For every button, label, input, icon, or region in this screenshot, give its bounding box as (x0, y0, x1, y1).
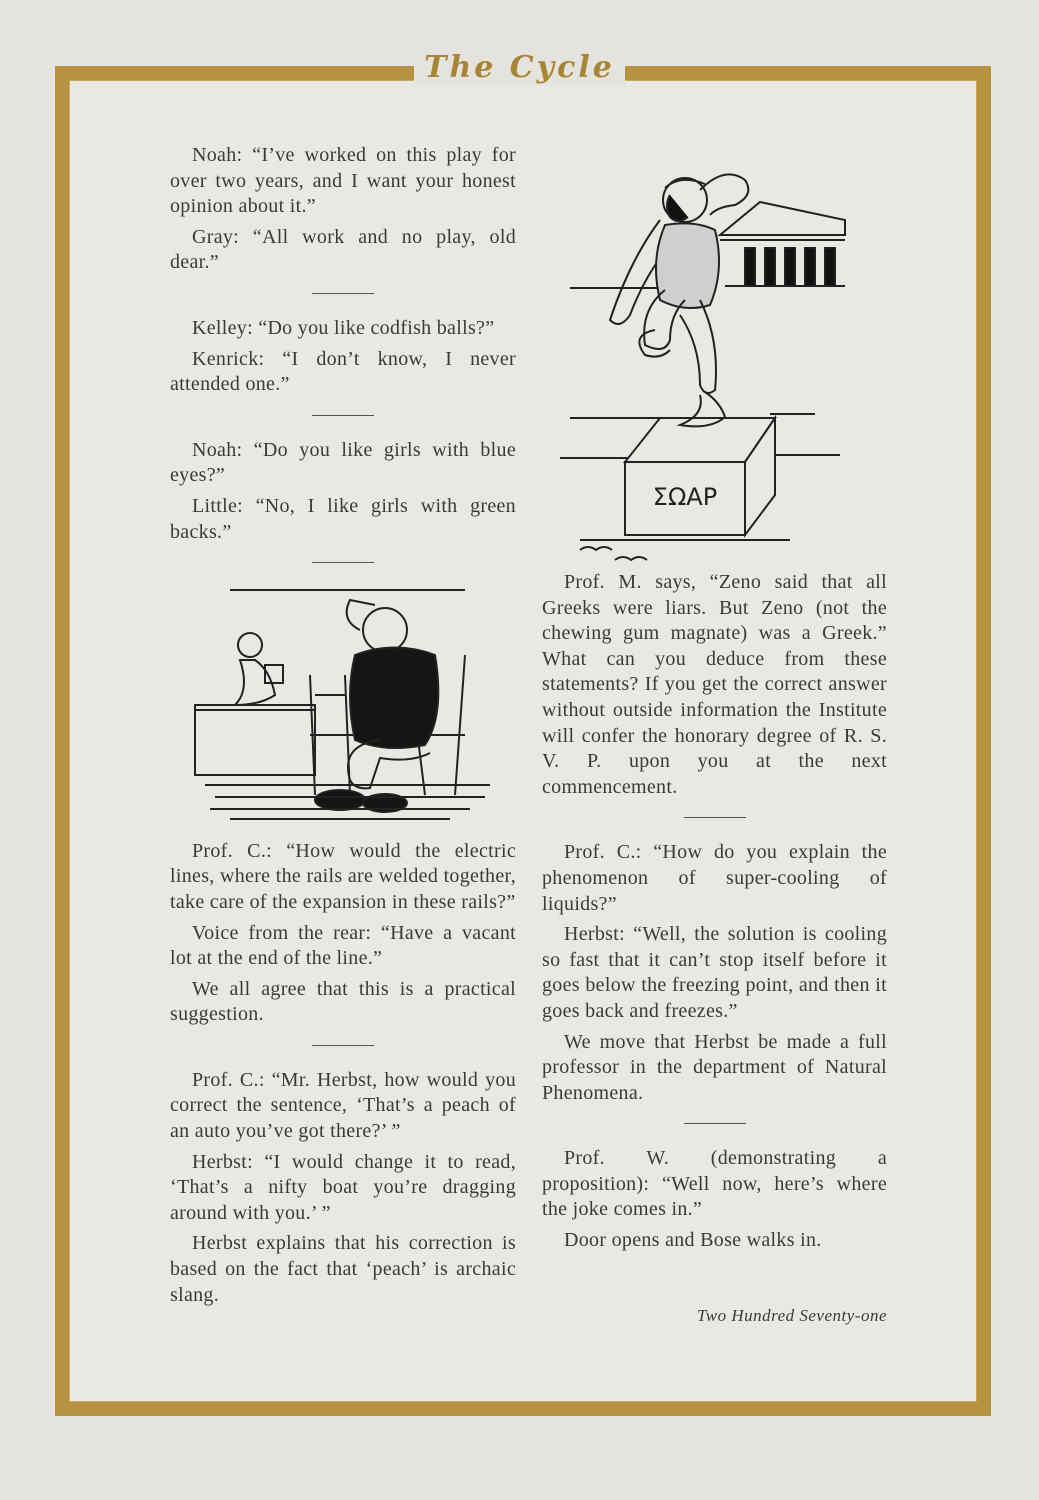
paragraph: Kenrick: “I don’t know, I never attended one.” (170, 347, 516, 396)
divider-rule (684, 817, 746, 818)
divider-rule (312, 1045, 374, 1046)
paragraph: Herbst: “I would change it to read, ‘That’s a nifty boat you’re dragging around with you.’ ” (170, 1150, 516, 1224)
right-column (542, 570, 887, 1259)
paragraph: Prof. C.: “Mr. Herbst, how would you correct the sentence, ‘That’s a peach of an auto you’ve got there?’ ” (170, 1068, 516, 1143)
header-title: The Cycle (414, 50, 625, 85)
paragraph: Little: “No, I like girls with green backs.” (170, 494, 516, 543)
paragraph: Herbst: “Well, the solution is cooling so fast that it can’t stop itself before it goes below the freezing point, and then it goes back and freezes.” (542, 923, 887, 1022)
paragraph: Prof. W. (demonstrating a proposition): “Well now, here’s where the joke comes in.” (542, 1147, 887, 1221)
classroom-cartoon (170, 585, 516, 833)
left-column (170, 143, 516, 1313)
divider-rule (312, 293, 374, 294)
divider-rule (312, 562, 374, 563)
paragraph: We all agree that this is a practical suggestion. (170, 977, 516, 1026)
paragraph: Noah: “Do you like girls with blue eyes?” (170, 438, 516, 487)
paragraph: Prof. C.: “How would the electric lines, where the rails are welded together, take care of the expansion in these rails?” (170, 839, 516, 913)
paragraph: Door opens and Bose walks in. (564, 1229, 822, 1252)
paragraph: Prof. C.: “How do you explain the phenomenon of super-cooling of liquids?” (542, 841, 887, 915)
paragraph: Voice from the rear: “Have a vacant lot at the end of the line.” (170, 921, 516, 970)
athlete-pedestal-cartoon (560, 140, 850, 570)
paragraph: Gray: “All work and no play, old dear.” (170, 225, 516, 274)
divider-rule (684, 1123, 746, 1124)
paragraph: Prof. M. says, “Zeno said that all Greeks were liars. But Zeno (not the chewing gum magnate) was a Greek.” What can you deduce from these statements? If you get the correct answer without outside information the Institute will confer the honorary degree of R. S. V. P. upon you at the next commencement. (542, 571, 887, 798)
paragraph: Kelley: “Do you like codfish balls?” (192, 316, 495, 339)
paragraph: Herbst explains that his correction is based on the fact that ‘peach’ is archaic slang. (170, 1232, 516, 1306)
paragraph: Noah: “I’ve worked on this play for over two years, and I want your honest opinion about it.” (170, 144, 516, 218)
pedestal-inscription: ΣΩΑΡ (652, 483, 718, 511)
classroom-cartoon-drawing (170, 585, 516, 825)
paragraph: We move that Herbst be made a full professor in the department of Natural Phenomena. (542, 1030, 887, 1104)
page-header (0, 50, 1039, 85)
divider-rule (312, 415, 374, 416)
page-number: Two Hundred Seventy-one (697, 1306, 887, 1325)
